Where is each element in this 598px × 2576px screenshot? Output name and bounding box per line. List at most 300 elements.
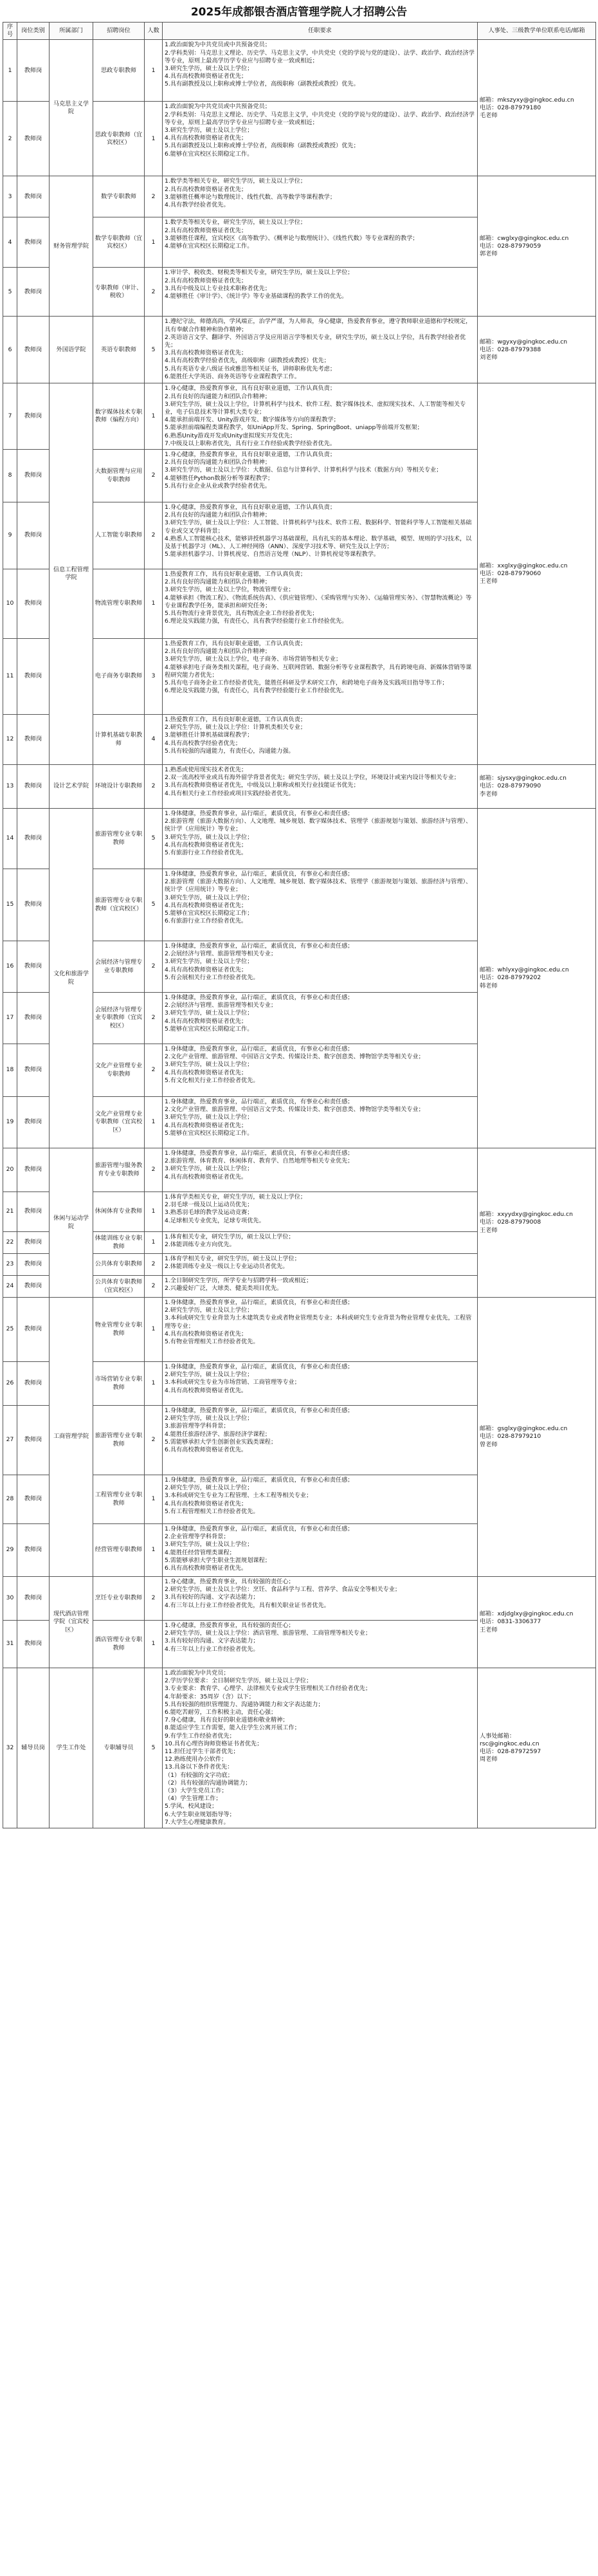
job-post bbox=[93, 1044, 145, 1097]
requirement-line: 2.双一流高校毕业或具有海外留学背景者优先；研究生学历，硕士及以上学位，环境设计或室内设计等相关专业； bbox=[165, 774, 460, 782]
requirements bbox=[163, 1298, 478, 1362]
department bbox=[50, 1577, 93, 1668]
requirement-line: 2.体能训练专业及一级以上专业运动员者优先。 bbox=[165, 1263, 289, 1271]
contact-phone: 电话：028-87979388 bbox=[480, 345, 541, 353]
requirement-line: 5.能承担前端编程类课程教学，如UniApp开发、Spring、SpringBoot、uniapp等前端开发框架； bbox=[165, 424, 423, 432]
header-no: 序号 bbox=[3, 23, 17, 40]
row-number bbox=[3, 1276, 17, 1298]
contact-info bbox=[478, 1577, 596, 1668]
row-number-text: 21 bbox=[6, 1208, 14, 1215]
row-number bbox=[3, 40, 17, 102]
job-post bbox=[93, 809, 145, 869]
contact-email[interactable]: 邮箱：sjysxy@gingkoc.edu.cn bbox=[480, 775, 566, 782]
requirement-line: 4.具有高校教师资格证者优先； bbox=[165, 841, 248, 849]
requirements bbox=[163, 765, 478, 809]
job-post-text: 计算机基础专职教师 bbox=[95, 731, 143, 747]
job-post bbox=[93, 715, 145, 765]
contact-email[interactable]: 邮箱：xxyydxy@gingkoc.edu.cn bbox=[480, 1211, 573, 1219]
table-row bbox=[3, 1148, 596, 1192]
requirement-line: 3.研究生学历，硕士及以上学位，电子商务、市场营销等相关专业； bbox=[165, 656, 342, 663]
requirement-line: 6.能吃苦耐劳，工作积极主动，责任心强； bbox=[165, 1709, 277, 1716]
row-number-text: 6 bbox=[8, 345, 12, 353]
requirement-line: 3.研究生学历，硕士及以上学位； bbox=[165, 833, 253, 841]
requirement-line: 3.旅游管理等学科背景； bbox=[165, 1422, 230, 1430]
requirements bbox=[163, 1668, 478, 1828]
headcount bbox=[145, 809, 163, 869]
requirement-line: 2.学科类别：马克思主义理论、历史学、马克思主义学，中共党史（党的学说与党的建设）、法学、政治学、政治经济学等专业，原则上最高学历学专业应与招聘专业一致或相近； bbox=[165, 111, 475, 126]
requirement-line: 5.有文化相关行业工作经验者优先。 bbox=[165, 1076, 259, 1084]
requirements bbox=[163, 383, 478, 450]
requirement-line: 3.研究生学历，硕士及以上学位； bbox=[165, 1061, 253, 1069]
requirement-line: 5.具有副教授及以上职称或博士学位者，高级职称（副教授或教授）优先； bbox=[165, 142, 359, 150]
contact-phone: 电话：028-87979202 bbox=[480, 974, 541, 982]
headcount-text: 5 bbox=[151, 345, 156, 353]
department bbox=[50, 1668, 93, 1828]
post-category-text: 教师岗 bbox=[24, 472, 42, 479]
contact-phone: 电话：028-87979210 bbox=[480, 1433, 541, 1440]
contact-info bbox=[478, 809, 596, 1148]
requirement-line: 2.旅游管理（旅游大数据方向）、人文地理、城乡规划、数字媒体技术、管理学（旅游规划与策划、旅游经济与管理）、统计学（应用统计）等专业； bbox=[165, 818, 472, 833]
contact-email[interactable]: 邮箱：xxglxy@gingkoc.edu.cn bbox=[480, 562, 568, 569]
headcount bbox=[145, 1524, 163, 1577]
contact-email[interactable]: 邮箱：wgyxy@gingkoc.edu.cn bbox=[480, 338, 568, 345]
row-number bbox=[3, 102, 17, 176]
row-number bbox=[3, 993, 17, 1044]
department-text: 文化和旅游学院 bbox=[53, 970, 89, 986]
requirement-line: 6.理论及实践能力强，有责任心，具有教学经验能行业工作经验优先。 bbox=[165, 618, 348, 625]
requirement-line: 3.具有较好的沟通、文字表达能力； bbox=[165, 1594, 259, 1601]
row-number-text: 17 bbox=[6, 1014, 14, 1022]
headcount-text: 2 bbox=[151, 1166, 156, 1173]
contact-email[interactable]: 邮箱：gsglxy@gingkoc.edu.cn bbox=[480, 1425, 568, 1433]
job-post-text: 思政专职教师（宜宾校区） bbox=[95, 131, 143, 146]
job-post-text: 数学专职教师 bbox=[100, 192, 137, 200]
requirement-line: 2.旅游管理（旅游大数据方向）、人文地理、城乡规划、数字媒体技术、管理学（旅游规划与策划、旅游经济与管理）、统计学（应用统计）等专业； bbox=[165, 878, 472, 894]
requirement-line: 3.研究生学历，硕士及以上学位； bbox=[165, 1165, 253, 1173]
post-category bbox=[17, 1298, 50, 1362]
requirement-line: 3.具有高校教师资格证者优先； bbox=[165, 349, 248, 357]
row-number-text: 8 bbox=[8, 472, 12, 479]
requirement-line: 6.具有高校教师资格证者优先。 bbox=[165, 1446, 248, 1454]
headcount bbox=[145, 40, 163, 102]
headcount bbox=[145, 1148, 163, 1192]
requirement-line: 5.具有副教授及以上职称或博士学位者，高级职称（副教授或教授）优先。 bbox=[165, 80, 359, 88]
headcount bbox=[145, 383, 163, 450]
requirements bbox=[163, 317, 478, 383]
department bbox=[50, 40, 93, 176]
headcount-text: 2 bbox=[151, 1436, 156, 1444]
requirement-line: （3）大学生党员工作； bbox=[165, 1787, 228, 1795]
headcount-text: 1 bbox=[151, 1379, 156, 1387]
headcount-text: 2 bbox=[151, 192, 156, 200]
contact-info bbox=[478, 176, 596, 317]
job-post bbox=[93, 1298, 145, 1362]
department-text: 信息工程管理学院 bbox=[53, 566, 89, 582]
table-header-row bbox=[3, 23, 596, 40]
post-category-text: 教师岗 bbox=[24, 1118, 42, 1126]
contact-phone: 电话：028-87979090 bbox=[480, 782, 541, 790]
job-post-text: 旅游管理专业专职教师 bbox=[95, 831, 143, 846]
requirement-line: 2.具有良好的沟通能力和团队合作精神； bbox=[165, 648, 271, 656]
requirement-line: 4.具有高校教师资格证者优先； bbox=[165, 1017, 248, 1025]
department-text: 休闲与运动学院 bbox=[53, 1215, 89, 1230]
requirement-line: 2.研究生学历，硕士及以上学位； bbox=[165, 1484, 253, 1492]
row-number-text: 2 bbox=[8, 134, 12, 142]
row-number-text: 7 bbox=[8, 412, 12, 420]
job-post-text: 休闲体育专业教师 bbox=[95, 1208, 143, 1215]
post-category-text: 教师岗 bbox=[24, 1640, 42, 1648]
job-post bbox=[93, 40, 145, 102]
post-category bbox=[17, 1621, 50, 1668]
row-number bbox=[3, 1044, 17, 1097]
row-number bbox=[3, 869, 17, 941]
row-number-text: 27 bbox=[6, 1436, 14, 1444]
job-post bbox=[93, 1475, 145, 1524]
requirement-line: 1.身体健康，热爱教育事业，品行端正，素质优良，有事业心和责任感； bbox=[165, 1299, 354, 1307]
row-number bbox=[3, 1524, 17, 1577]
requirement-line: 1.审计学、税收类、财税类等相关专业，研究生学历，硕士及以上学位； bbox=[165, 269, 354, 277]
headcount bbox=[145, 765, 163, 809]
contact-phone: 电话：028-87979180 bbox=[480, 104, 541, 111]
row-number bbox=[3, 1577, 17, 1621]
job-post-text: 物流管理专职教师 bbox=[95, 600, 143, 607]
requirements bbox=[163, 715, 478, 765]
job-post-text: 会展经济与管理专业专职教师（宜宾校区） bbox=[95, 1006, 143, 1029]
headcount-text: 2 bbox=[151, 1066, 156, 1074]
requirement-line: 5.需能够承担大学生职业生涯规划课程； bbox=[165, 1556, 271, 1564]
post-category-text: 教师岗 bbox=[24, 66, 42, 74]
job-post-text: 旅游管理与服务教育专业专职教师 bbox=[95, 1162, 143, 1177]
requirements bbox=[163, 40, 478, 102]
contact-info bbox=[478, 765, 596, 809]
post-category-text: 教师岗 bbox=[24, 1379, 42, 1387]
headcount-text: 1 bbox=[151, 1640, 156, 1648]
row-number bbox=[3, 502, 17, 569]
job-post-text: 会展经济与管理专业专职教师 bbox=[95, 959, 143, 974]
headcount-text: 1 bbox=[151, 1238, 156, 1246]
job-post bbox=[93, 639, 145, 715]
row-number bbox=[3, 217, 17, 268]
job-post bbox=[93, 1668, 145, 1828]
headcount-text: 1 bbox=[151, 66, 156, 74]
post-category-text: 教师岗 bbox=[24, 735, 42, 743]
requirement-line: 2.具有良好的沟通能力和团队合作精神； bbox=[165, 459, 271, 466]
header-count: 人数 bbox=[145, 23, 163, 40]
job-post bbox=[93, 217, 145, 268]
post-category bbox=[17, 1475, 50, 1524]
post-category bbox=[17, 1577, 50, 1621]
contact-phone: 电话：028-87979008 bbox=[480, 1219, 541, 1226]
requirements bbox=[163, 1232, 478, 1254]
contact-info bbox=[478, 317, 596, 383]
requirement-line: 4.具有相关行业工作经验或项目实践经验者优先。 bbox=[165, 789, 294, 797]
post-category-text: 教师岗 bbox=[24, 672, 42, 680]
requirement-line: 1.政治面貌为中共党员或中共预备党员； bbox=[165, 41, 271, 49]
job-post bbox=[93, 941, 145, 993]
requirement-line: 7.大学生心理健康教育。 bbox=[165, 1818, 230, 1826]
requirement-line: 1.熟悉或使用现实技术者优先； bbox=[165, 766, 248, 774]
headcount bbox=[145, 941, 163, 993]
requirement-line: 3.研究生学历，硕士及以上学位：大数据、信息与计算科学、计算机科学与技术（数据方向）等相关专业； bbox=[165, 466, 442, 474]
job-post-text: 市场营销专业专职教师 bbox=[95, 1375, 143, 1391]
job-post bbox=[93, 1577, 145, 1621]
table-row bbox=[3, 809, 596, 869]
headcount-text: 1 bbox=[151, 1325, 156, 1333]
row-number bbox=[3, 1406, 17, 1475]
requirement-line: 4.有三年以上行业工作经验者优先，具有相关职业证书者优先。 bbox=[165, 1601, 330, 1609]
requirements bbox=[163, 217, 478, 268]
post-category-text: 辅导员岗 bbox=[21, 1743, 45, 1751]
post-category bbox=[17, 450, 50, 502]
requirement-line: 4.能够胜任《审计学》、《统计学》等专业基础课程的教学工作的优先。 bbox=[165, 293, 348, 300]
requirements bbox=[163, 1148, 478, 1192]
requirement-line: 5.需能够承担大学生创新创业实践类课程； bbox=[165, 1438, 277, 1446]
table-row bbox=[3, 1668, 596, 1828]
requirement-line: 6.能够在宜宾校区长期稳定工作。 bbox=[165, 150, 253, 158]
requirement-line: 2.英语语言文学、翻译学、外国语言学及应用语言学等相关专业，研究生学历，硕士及以上学位，具有教学经验者优先； bbox=[165, 333, 466, 349]
job-post bbox=[93, 317, 145, 383]
job-post bbox=[93, 1406, 145, 1475]
job-post-text: 体能训练专业专职教师 bbox=[95, 1235, 143, 1250]
requirements bbox=[163, 569, 478, 639]
requirement-line: 4.具有高校教师资格证者优先。 bbox=[165, 1386, 248, 1394]
contact-email[interactable]: 邮箱：whlyxy@gingkoc.edu.cn bbox=[480, 966, 569, 974]
post-category bbox=[17, 1668, 50, 1828]
requirement-line: 6.有旅游行业工作经验者优先。 bbox=[165, 917, 248, 925]
post-category-text: 教师岗 bbox=[24, 1066, 42, 1074]
row-number-text: 31 bbox=[6, 1640, 14, 1648]
row-number-text: 30 bbox=[6, 1594, 14, 1602]
post-category-text: 教师岗 bbox=[24, 1238, 42, 1246]
headcount bbox=[145, 1254, 163, 1276]
post-category-text: 教师岗 bbox=[24, 834, 42, 842]
requirements bbox=[163, 1362, 478, 1406]
job-post bbox=[93, 569, 145, 639]
requirement-line: 2.研究生学历，硕士及以上学位； bbox=[165, 1415, 253, 1422]
table-row bbox=[3, 1577, 596, 1621]
requirement-line: 1.身心健康，热爱教育事业，具有较强的责任心； bbox=[165, 1622, 294, 1630]
post-category bbox=[17, 1044, 50, 1097]
post-category-text: 教师岗 bbox=[24, 782, 42, 790]
contact-person: 王老师 bbox=[480, 1626, 498, 1633]
post-category-text: 教师岗 bbox=[24, 1166, 42, 1173]
requirement-line: 3.研究生学历，硕士及以上学位； bbox=[165, 65, 253, 73]
post-category bbox=[17, 383, 50, 450]
requirement-line: （1）有较强的文字功底； bbox=[165, 1771, 233, 1779]
contact-email[interactable]: 邮箱：cwglxy@gingkoc.edu.cn bbox=[480, 234, 569, 242]
headcount bbox=[145, 450, 163, 502]
row-number bbox=[3, 1298, 17, 1362]
requirement-line: 1.身体健康，热爱教育事业，品行端正，素质优良，有事业心和责任感； bbox=[165, 1407, 354, 1415]
requirement-line: 4.能够在宜宾校区长期稳定工作。 bbox=[165, 243, 253, 250]
requirements bbox=[163, 1276, 478, 1298]
post-category-text: 教师岗 bbox=[24, 134, 42, 142]
requirement-line: 4.具有高校教师资格证者优先； bbox=[165, 1069, 248, 1076]
department bbox=[50, 383, 93, 765]
headcount bbox=[145, 176, 163, 217]
headcount bbox=[145, 639, 163, 715]
row-number bbox=[3, 809, 17, 869]
department-text: 现代酒店管理学院（宜宾校区） bbox=[53, 1610, 89, 1633]
job-post-text: 专职教师（审计、税收） bbox=[95, 284, 143, 299]
requirements bbox=[163, 1097, 478, 1148]
contact-email[interactable]: 邮箱：mkszyxy@gingkoc.edu.cn bbox=[480, 96, 574, 104]
job-post-text: 公共体育专职教师 bbox=[95, 1260, 143, 1268]
requirement-line: 2.企业管理等学科背景； bbox=[165, 1533, 230, 1541]
post-category bbox=[17, 1232, 50, 1254]
requirement-line: 4.足球相关专业优先，足球专项优先。 bbox=[165, 1217, 265, 1224]
headcount bbox=[145, 502, 163, 569]
requirement-line: 2.体能训练专业方向优先。 bbox=[165, 1241, 235, 1249]
requirement-line: 3.具有高校教师资格证者优先，中级及以上职称或相关行业技能证书优先； bbox=[165, 782, 359, 789]
requirement-line: 3.研究生学历，硕士及以上学位，物流管理专业； bbox=[165, 586, 294, 594]
department-text: 马克思主义学院 bbox=[53, 100, 89, 115]
requirement-line: 1.身体健康，热爱教育事业，品行端正，素质优良，有事业心和责任感； bbox=[165, 994, 354, 1002]
requirement-line: 4.具有高校教师资格证者优先； bbox=[165, 73, 248, 80]
headcount bbox=[145, 1097, 163, 1148]
headcount-text: 2 bbox=[151, 531, 156, 539]
requirement-line: 1.体育相关专业，研究生学历，硕士及以上学位； bbox=[165, 1233, 294, 1241]
department-text: 外国语学院 bbox=[56, 345, 86, 353]
job-post bbox=[93, 268, 145, 317]
post-category-text: 教师岗 bbox=[24, 412, 42, 420]
requirement-line: 2.研究生学历，硕士及以上学位； bbox=[165, 1371, 253, 1379]
row-number-text: 3 bbox=[8, 192, 12, 200]
requirement-line: 4.具有高校教师资格证者优先； bbox=[165, 134, 248, 142]
requirement-line: 4.年龄要求：35周岁（含）以下； bbox=[165, 1693, 255, 1700]
requirement-line: 3.本科或研究生专业为市场营销、工商管理等专业； bbox=[165, 1379, 300, 1386]
requirement-line: 6.理论及实践能力强，有责任心，具有教学经验能行业工作经验优先。 bbox=[165, 687, 348, 695]
requirement-line: 2.具有高校教师资格证者优先； bbox=[165, 185, 248, 193]
row-number bbox=[3, 569, 17, 639]
contact-email[interactable]: rsc@gingkoc.edu.cn bbox=[480, 1740, 539, 1747]
job-post-text: 专职辅导员 bbox=[104, 1743, 134, 1751]
department-text: 工商管理学院 bbox=[53, 1433, 89, 1440]
post-category bbox=[17, 809, 50, 869]
requirement-line: 1.身心健康，热爱教育事业，具有较强的责任心； bbox=[165, 1578, 294, 1586]
requirement-line: 3.能够胜任概率论与数理统计、线性代数、高等数学等课程教学； bbox=[165, 193, 336, 201]
requirement-line: 10.具有心理咨询师资格证书者优先； bbox=[165, 1740, 263, 1747]
requirements bbox=[163, 450, 478, 502]
headcount-text: 5 bbox=[151, 901, 156, 908]
headcount-text: 2 bbox=[151, 1014, 156, 1022]
contact-info bbox=[478, 1668, 596, 1828]
contact-label: 人事处邮箱： bbox=[480, 1732, 516, 1740]
department bbox=[50, 176, 93, 317]
row-number bbox=[3, 1362, 17, 1406]
requirement-line: 1.身体健康，热爱教育事业，品行端正，素质优良，有事业心和责任感； bbox=[165, 943, 354, 950]
row-number bbox=[3, 765, 17, 809]
requirement-line: 3.本科或研究生专业背景为土木建筑类专业或者物业管理类专业；本科或研究生专业背景为物业管理专业优先，工程管理等专业； bbox=[165, 1314, 472, 1330]
job-post-text: 烹饪专业专职教师 bbox=[95, 1594, 143, 1602]
requirement-line: 2.具有高校教师资格证者优先； bbox=[165, 226, 248, 234]
requirement-line: 1.全日制研究生学历，所学专业与招聘学科一致或相近； bbox=[165, 1277, 313, 1285]
requirement-line: 5.能够在宜宾校区长期稳定工作； bbox=[165, 910, 253, 917]
post-category-text: 教师岗 bbox=[24, 600, 42, 607]
requirement-line: 3.研究生学历，硕士及以上学位； bbox=[165, 958, 253, 966]
job-post bbox=[93, 450, 145, 502]
requirement-line: 5.能承担机器学习、计算机视觉、自然语言处理（NLP）、计算机视觉等课程教学。 bbox=[165, 551, 380, 558]
requirement-line: 4.具有高校教学经验者优先，高级职称（副教授或教授）优先； bbox=[165, 357, 330, 365]
requirements bbox=[163, 176, 478, 217]
headcount bbox=[145, 1298, 163, 1362]
job-post bbox=[93, 383, 145, 450]
job-post bbox=[93, 869, 145, 941]
headcount-text: 5 bbox=[151, 834, 156, 842]
row-number-text: 25 bbox=[6, 1325, 14, 1333]
contact-info bbox=[478, 383, 596, 765]
requirement-line: 3.能够胜任计算机基础课程教学； bbox=[165, 731, 253, 739]
requirement-line: 2.羽毛球一级及以上运动员优先； bbox=[165, 1201, 253, 1209]
row-number-text: 14 bbox=[6, 834, 14, 842]
requirement-line: 2.兴趣爱好广泛，大球类、健美类项目优先。 bbox=[165, 1285, 283, 1293]
requirement-line: 5.具有物流行业背景优先，具有物流企业工作经验者优先； bbox=[165, 610, 318, 618]
requirements bbox=[163, 1192, 478, 1232]
requirements bbox=[163, 1475, 478, 1524]
post-category-text: 教师岗 bbox=[24, 238, 42, 246]
requirement-line: 1.政治面貌为中共党员； bbox=[165, 1670, 230, 1677]
requirement-line: 4.能胜任经营管理类课程； bbox=[165, 1549, 235, 1556]
table-row bbox=[3, 1298, 596, 1362]
row-number-text: 26 bbox=[6, 1379, 14, 1387]
requirement-line: 5.学风、校风建设； bbox=[165, 1803, 218, 1810]
headcount-text: 2 bbox=[151, 1282, 156, 1290]
headcount-text: 3 bbox=[151, 672, 156, 680]
requirement-line: 3.研究生学历，硕士及以上学位； bbox=[165, 1009, 253, 1017]
job-post bbox=[93, 502, 145, 569]
requirements bbox=[163, 1254, 478, 1276]
headcount-text: 1 bbox=[151, 1208, 156, 1215]
post-category bbox=[17, 941, 50, 993]
post-category-text: 教师岗 bbox=[24, 1546, 42, 1554]
post-category-text: 教师岗 bbox=[24, 1436, 42, 1444]
requirement-line: 2.研究生学历，硕士及以上学位：酒店管理、旅游管理、工商管理等相关专业； bbox=[165, 1630, 372, 1637]
requirement-line: 8.能适应学生工作需要，能入住学生公寓开展工作； bbox=[165, 1724, 300, 1732]
requirement-line: 2.研究生学历，硕士及以上学位：烹饪、食品科学与工程、营养学、食品安全等相关专业； bbox=[165, 1586, 401, 1594]
contact-email[interactable]: 邮箱：xdjdglxy@gingkoc.edu.cn bbox=[480, 1610, 574, 1618]
requirement-line: 1.数学类等相关专业，研究生学历，硕士及以上学位； bbox=[165, 178, 307, 185]
post-category bbox=[17, 1148, 50, 1192]
header-contact: 人事处、三级教学单位联系电话/邮箱 bbox=[478, 23, 596, 40]
contact-person: 韩老师 bbox=[480, 982, 498, 989]
requirement-line: 4.能够承担电子商务类相关课程，电子商务、互联网营销、数据分析等专业课程教学，具有跨境电商、新媒体营销等课程研究能力者优先； bbox=[165, 663, 472, 679]
row-number bbox=[3, 450, 17, 502]
contact-phone: 电话：028-87979059 bbox=[480, 242, 541, 250]
headcount bbox=[145, 1577, 163, 1621]
requirement-line: 4.具有高校教学经验者优先； bbox=[165, 739, 242, 747]
requirement-line: 3.能够胜任课程，宜宾校区《高等数学》、《概率论与数理统计》、《线性代数》等专业课程的教学； bbox=[165, 234, 419, 242]
post-category bbox=[17, 765, 50, 809]
table-row bbox=[3, 40, 596, 102]
post-category bbox=[17, 1362, 50, 1406]
row-number bbox=[3, 1097, 17, 1148]
requirement-line: 3.研究生学历，硕士及以上学位； bbox=[165, 127, 253, 134]
post-category-text: 教师岗 bbox=[24, 288, 42, 295]
requirements bbox=[163, 993, 478, 1044]
requirement-line: 7.中级及以上职称者优先，具有行业工作经验或教学经验者优先。 bbox=[165, 439, 336, 447]
post-category-text: 教师岗 bbox=[24, 1014, 42, 1022]
post-category bbox=[17, 502, 50, 569]
headcount bbox=[145, 715, 163, 765]
contact-info bbox=[478, 40, 596, 176]
contact-person: 郭老师 bbox=[480, 250, 498, 257]
row-number bbox=[3, 1475, 17, 1524]
row-number bbox=[3, 383, 17, 450]
requirement-line: 2.会展经济与管理、旅游管理等相关专业； bbox=[165, 1002, 277, 1009]
job-post bbox=[93, 1621, 145, 1668]
post-category bbox=[17, 1406, 50, 1475]
requirement-line: 11.担任过学生干部者优先； bbox=[165, 1748, 239, 1756]
